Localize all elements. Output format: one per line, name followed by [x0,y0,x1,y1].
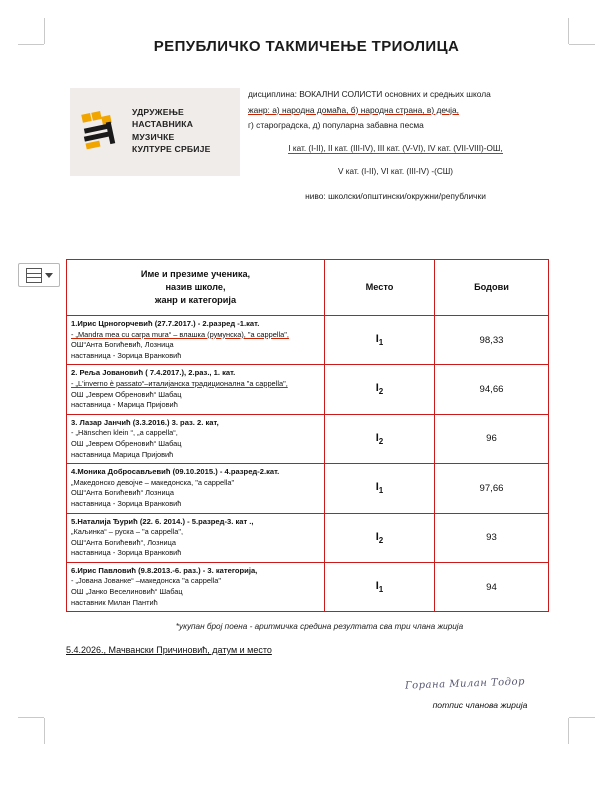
entry-cell [67,365,325,414]
results-table [66,259,549,612]
column-header-name-l1: Име и презиме ученика, [140,269,251,279]
entry-line-4: наставница Марица Пријовић [71,449,174,459]
entry-line-3: ОШ“Анта Богићевић, Лозница [71,340,174,350]
entry-line-4: наставник Милан Пантић [71,597,158,607]
place-value: I [375,382,379,395]
page-title: РЕПУБЛИЧКО ТАКМИЧЕЊЕ ТРИОЛИЦА [153,38,460,55]
place-sub: 1 [378,585,384,595]
table-row [67,562,549,611]
entry-line-1: 6.Ирис Павловић (9.8.2013.-6. раз.) - 3. категорија, [71,565,258,575]
genre-line-2: г) староградска, д) популарна забавна песма [248,120,424,131]
points-cell: 94,66 [435,365,549,414]
table-row [67,513,549,562]
place-value: I [375,431,379,444]
column-header-name-l2: назив школе, [165,282,226,292]
table-properties-icon [26,268,42,283]
signature-caption: потпис чланова жирија [432,700,528,710]
points-cell: 97,66 [435,464,549,513]
entry-line-2: - „L'inverno è passato“–италијанска традиционална "a cappella", [71,378,288,388]
logo-line-3: МУЗИЧКЕ [132,131,175,142]
entry-line-1: 2. Рељa Јовановић ( 7.4.2017.), 2.раз., 1. кат. [71,368,236,378]
entry-line-2: „Каљинка“ – руска – "a cappella", [71,527,184,537]
level-line: ниво: школски/општински/окружни/републички [305,191,486,201]
logo-line-2: НАСТАВНИКА [132,119,194,130]
points-cell: 93 [435,513,549,562]
place-sub: 2 [378,535,384,545]
organization-logo [70,88,240,176]
place-value: I [375,333,379,346]
document-header [70,88,543,201]
column-header-place: Место [325,260,435,316]
column-header-name-l3: жанр и категорија [154,295,237,305]
place-cell [325,316,435,365]
entry-line-1: 5.Наталија Ђурић (22. 6. 2014.) - 5.разред-3. кат ., [71,516,254,526]
entry-line-1: 3. Лазар Јанчић (3.3.2016.) 3. раз. 2. кат, [71,417,219,427]
entry-line-3: ОШ“Анта Богићевић“, Лозница [71,537,177,547]
entry-line-1: 1.Ирис Црногорчевић (27.7.2017.) - 2.разред -1.кат. [71,319,260,328]
entry-line-1: 4.Моника Добросављевић (09.10.2015.) - 4.разред-2.кат. [71,467,280,477]
footnote: *укупан број поена - аритмичка средина резултата сва три члана жирија [175,622,464,631]
place-sub: 2 [378,387,384,397]
points-cell: 94 [435,562,549,611]
category-line [248,142,543,155]
entry-cell [67,562,325,611]
place-value: I [375,530,379,543]
entry-line-4: наставница - Зорица Вранковић [71,548,182,558]
date-and-place: 5.4.2026., Мачвански Причиновић, датум и место [66,645,272,655]
entry-line-3: ОШ „Јанко Веселиновић“ Шабац [71,587,183,597]
place-sub: 2 [378,437,384,447]
place-cell [325,562,435,611]
table-row [67,316,549,365]
entry-line-3: ОШ“Анта Богићевић“ Лозница [71,488,174,498]
discipline-line: дисциплина: ВОКАЛНИ СОЛИСТИ основних и средњих школа [248,89,491,99]
entry-line-3: ОШ „Јеврем Обреновић“ Шабац [71,438,182,448]
entry-line-4: наставница - Зорица Вранковић [71,350,182,360]
category-line-2: V кат. (I-II), VI кат. (III-IV) -(СШ) [338,166,453,176]
table-properties-button[interactable] [18,263,60,287]
place-value: I [375,579,379,592]
logo-text [132,106,236,156]
signature-image: Горана Милан Тодор [404,676,526,692]
column-header-points: Бодови [435,260,549,316]
genre-line: жанр: а) народна домаћа, б) народна страна, в) дечја, [248,104,459,115]
table-header-row [67,260,549,316]
logo-icon [80,110,126,154]
place-sub: 1 [378,338,384,348]
entry-cell [67,513,325,562]
entry-line-4: наставница - Зорица Вранковић [71,498,182,508]
place-cell [325,365,435,414]
place-cell [325,513,435,562]
logo-line-4: КУЛТУРЕ СРБИЈЕ [132,144,211,155]
points-cell: 98,33 [435,316,549,365]
place-sub: 1 [378,486,384,496]
entry-cell [67,414,325,463]
points-cell: 96 [435,414,549,463]
table-row [67,365,549,414]
place-cell [325,464,435,513]
chevron-down-icon [45,273,53,278]
place-cell [325,414,435,463]
header-details [248,88,543,178]
entry-line-2: „Македонско девојче – македонска, "a cappella" [71,477,235,487]
place-value: I [375,481,379,494]
entry-line-3: ОШ „Јеврем Обреновић“ Шабац [71,389,182,399]
entry-line-4: наставница - Марица Пријовић [71,400,178,410]
entry-cell [67,464,325,513]
table-row [67,464,549,513]
column-header-name [67,260,325,316]
entry-line-2: - „Mandra mea cu carpa mura“ – влашка (румунска), "a cappella", [71,329,289,339]
logo-line-1: УДРУЖЕЊЕ [132,107,184,117]
entry-line-2: - „Јована Јованке“ –македонска "a cappella" [71,576,222,586]
table-row [67,414,549,463]
entry-line-2: - „Hänschen klein “, „a cappella“, [71,428,178,438]
entry-cell [67,316,325,365]
category-line-selected: I кат. (I-II), II кат. (III-IV), III кат. (V-VI), IV кат. (VII-VIII)-ОШ, [288,143,503,153]
